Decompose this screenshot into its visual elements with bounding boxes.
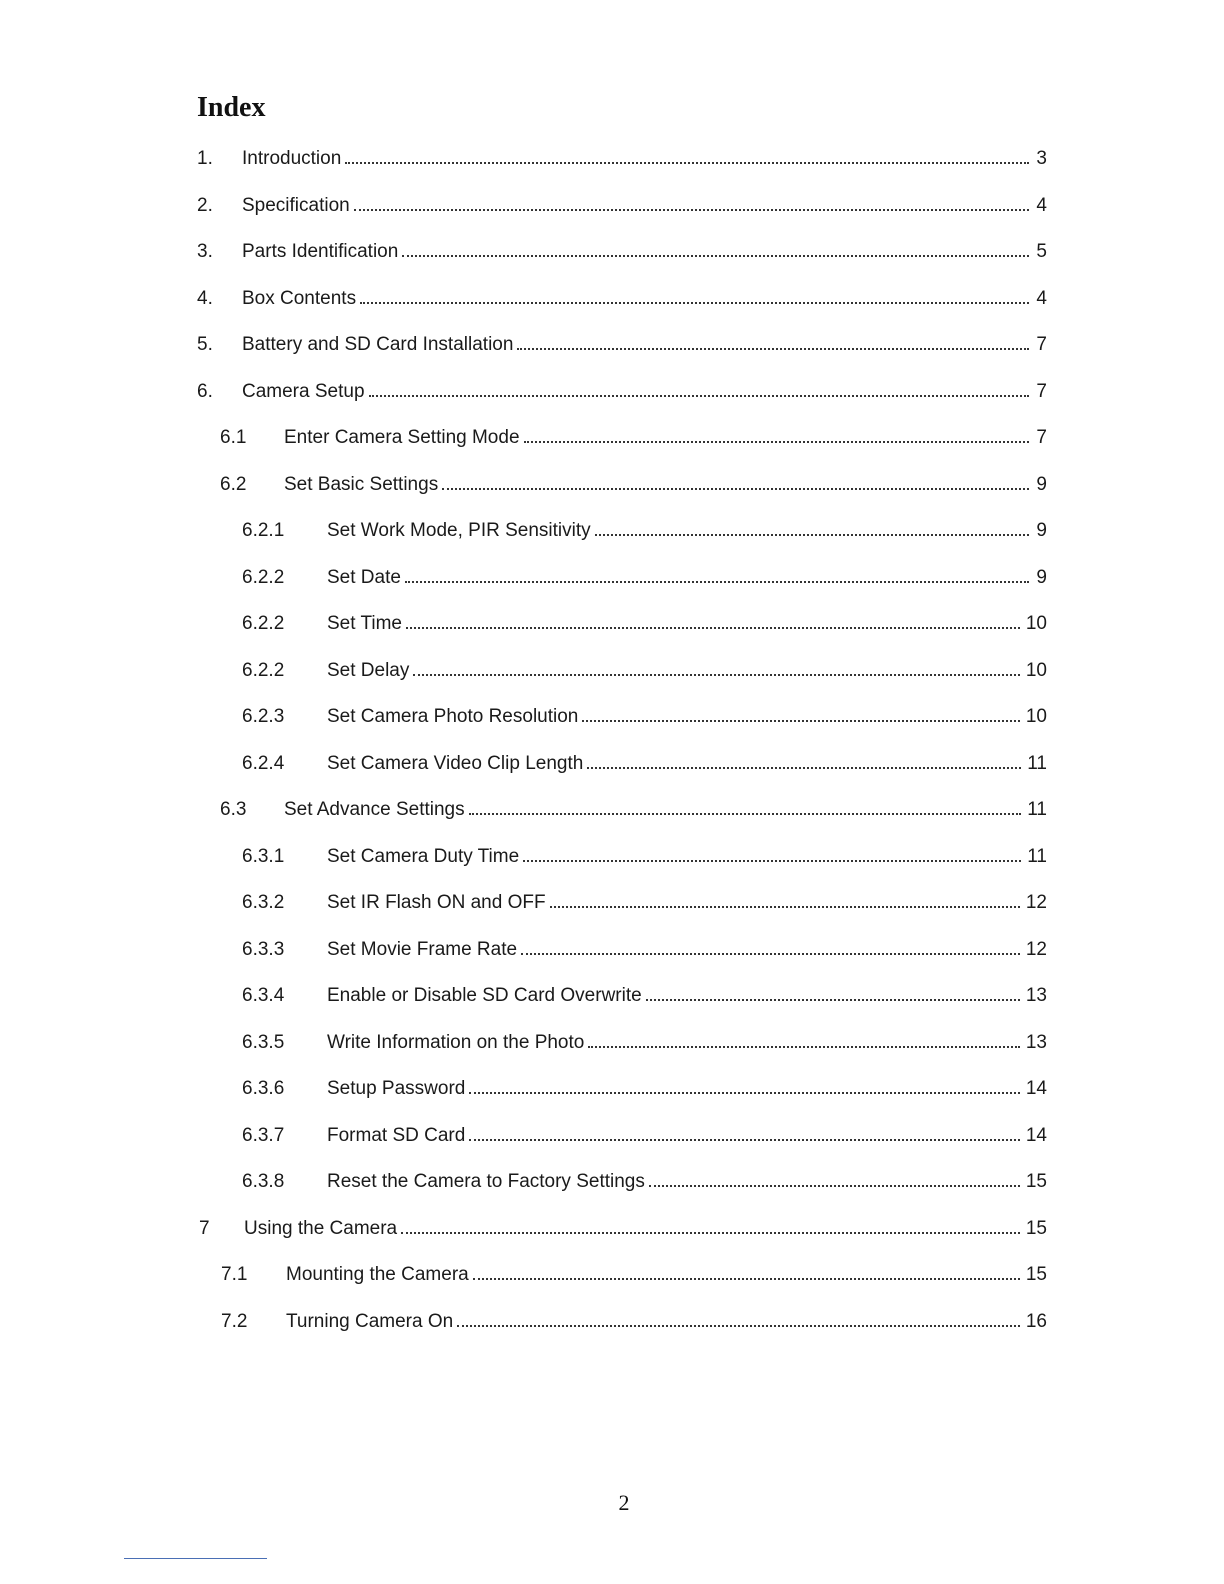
toc-entry[interactable] [0,741,1224,788]
toc-entry-title[interactable]: Setup Password [327,1078,466,1100]
toc-entry-title[interactable]: Battery and SD Card Installation [242,334,514,356]
toc-entry-title[interactable]: Enable or Disable SD Card Overwrite [327,985,642,1007]
table-of-contents [0,136,1224,1345]
toc-entry-title[interactable]: Set Camera Photo Resolution [327,706,579,728]
toc-entry-number: 6.3.1 [242,845,285,867]
dot-leader [413,674,1019,676]
toc-entry-page[interactable]: 9 [1036,520,1047,542]
toc-entry-number: 7 [199,1217,210,1239]
dot-leader [469,1092,1020,1094]
toc-entry-page[interactable]: 11 [1027,799,1047,821]
toc-entry-number: 6.3.2 [242,892,285,914]
toc-entry[interactable] [0,787,1224,834]
toc-entry[interactable] [0,694,1224,741]
toc-entry-page[interactable]: 16 [1025,1310,1047,1332]
toc-entry-page[interactable]: 15 [1025,1171,1047,1193]
toc-entry-page[interactable]: 13 [1025,1031,1047,1053]
toc-entry-number: 6.3.7 [242,1124,285,1146]
toc-entry-number: 6.2.4 [242,752,285,774]
dot-leader [345,162,1029,164]
dot-leader [595,534,1029,536]
dot-leader [523,860,1021,862]
toc-entry-page[interactable]: 14 [1025,1124,1047,1146]
toc-entry-title[interactable]: Set Delay [327,659,410,681]
toc-entry-title[interactable]: Using the Camera [244,1217,398,1239]
toc-entry-number: 6.3 [220,799,247,821]
toc-entry[interactable] [0,1066,1224,1113]
toc-entry-page[interactable]: 11 [1027,752,1047,774]
toc-entry[interactable] [0,276,1224,323]
toc-entry-page[interactable]: 7 [1036,380,1047,402]
toc-entry[interactable] [0,1020,1224,1067]
dot-leader [646,999,1020,1001]
footnote-separator [124,1558,267,1559]
toc-entry-page[interactable]: 10 [1025,613,1047,635]
toc-entry-page[interactable]: 12 [1025,938,1047,960]
toc-entry-page[interactable]: 15 [1025,1264,1047,1286]
dot-leader [521,953,1020,955]
toc-entry-page[interactable]: 7 [1036,427,1047,449]
toc-entry[interactable] [0,415,1224,462]
toc-entry[interactable] [0,1113,1224,1160]
toc-entry-number: 6.1 [220,427,247,449]
toc-entry-page[interactable]: 5 [1036,241,1047,263]
dot-leader [473,1278,1020,1280]
dot-leader [401,1232,1020,1234]
dot-leader [588,1046,1020,1048]
toc-entry-title[interactable]: Format SD Card [327,1124,466,1146]
toc-entry[interactable] [0,322,1224,369]
toc-entry-page[interactable]: 15 [1025,1217,1047,1239]
toc-entry-number: 6.2 [220,473,247,495]
toc-entry-page[interactable]: 9 [1036,473,1047,495]
toc-entry[interactable] [0,1252,1224,1299]
toc-entry-title[interactable]: Set Camera Video Clip Length [327,752,584,774]
toc-entry-number: 2. [197,194,213,216]
toc-entry-number: 3. [197,241,213,263]
toc-entry[interactable] [0,136,1224,183]
toc-entry-number: 7.1 [221,1264,248,1286]
dot-leader [469,813,1022,815]
toc-entry-number: 6.3.6 [242,1078,285,1100]
toc-entry-number: 6.2.2 [242,659,285,681]
toc-entry[interactable] [0,1299,1224,1346]
toc-entry-page[interactable]: 12 [1025,892,1047,914]
toc-entry-title[interactable]: Set Movie Frame Rate [327,938,518,960]
toc-entry-page[interactable]: 10 [1025,706,1047,728]
toc-entry-number: 4. [197,287,213,309]
page-title: Index [197,92,266,123]
toc-entry-page[interactable]: 4 [1036,287,1047,309]
toc-entry[interactable] [0,601,1224,648]
toc-entry-number: 5. [197,334,213,356]
toc-entry-number: 6.2.3 [242,706,285,728]
page-number: 2 [618,1490,630,1515]
toc-entry-number: 6.3.4 [242,985,285,1007]
toc-entry[interactable] [0,1206,1224,1253]
dot-leader [360,302,1029,304]
toc-entry[interactable] [0,927,1224,974]
dot-leader [406,627,1020,629]
toc-entry[interactable] [0,229,1224,276]
toc-entry[interactable] [0,369,1224,416]
toc-entry-title[interactable]: Specification [242,194,350,216]
toc-entry[interactable] [0,1159,1224,1206]
toc-entry-title[interactable]: Set Camera Duty Time [327,845,520,867]
toc-entry-title[interactable]: Camera Setup [242,380,365,402]
toc-entry[interactable] [0,508,1224,555]
toc-entry-number: 6.3.3 [242,938,285,960]
dot-leader [517,348,1029,350]
toc-entry-title[interactable]: Set Work Mode, PIR Sensitivity [327,520,591,542]
toc-entry-number: 7.2 [221,1310,248,1332]
toc-entry-number: 1. [197,148,213,170]
dot-leader [442,488,1029,490]
toc-entry-title[interactable]: Parts Identification [242,241,399,263]
toc-entry-title[interactable]: Set Advance Settings [284,799,465,821]
toc-entry-title[interactable]: Set Date [327,566,401,588]
dot-leader [369,395,1029,397]
toc-entry-page[interactable]: 10 [1025,659,1047,681]
dot-leader [469,1139,1020,1141]
toc-entry-page[interactable]: 11 [1027,845,1047,867]
toc-entry-number: 6.2.2 [242,566,285,588]
toc-entry-title[interactable]: Set Time [327,613,402,635]
toc-entry-number: 6.2.1 [242,520,285,542]
dot-leader [582,720,1019,722]
toc-entry-title[interactable]: Turning Camera On [286,1310,454,1332]
toc-entry[interactable] [0,880,1224,927]
toc-entry-title[interactable]: Set IR Flash ON and OFF [327,892,546,914]
toc-entry-page[interactable]: 14 [1025,1078,1047,1100]
toc-entry-title[interactable]: Set Basic Settings [284,473,439,495]
toc-entry[interactable] [0,648,1224,695]
toc-entry-title[interactable]: Introduction [242,148,342,170]
toc-entry-title[interactable]: Write Information on the Photo [327,1031,585,1053]
dot-leader [587,767,1021,769]
toc-entry[interactable] [0,183,1224,230]
toc-entry-title[interactable]: Box Contents [242,287,357,309]
toc-entry-title[interactable]: Mounting the Camera [286,1264,469,1286]
dot-leader [457,1325,1020,1327]
toc-entry-page[interactable]: 4 [1036,194,1047,216]
toc-entry-title[interactable]: Enter Camera Setting Mode [284,427,520,449]
toc-entry-number: 6.2.2 [242,613,285,635]
toc-entry[interactable] [0,973,1224,1020]
dot-leader [550,906,1020,908]
dot-leader [402,255,1029,257]
toc-entry[interactable] [0,462,1224,509]
toc-entry-number: 6.3.8 [242,1171,285,1193]
toc-entry-page[interactable]: 7 [1036,334,1047,356]
dot-leader [354,209,1029,211]
dot-leader [524,441,1029,443]
dot-leader [649,1185,1020,1187]
dot-leader [405,581,1029,583]
toc-entry-page[interactable]: 3 [1036,148,1047,170]
toc-entry-number: 6.3.5 [242,1031,285,1053]
toc-entry-page[interactable]: 9 [1036,566,1047,588]
toc-entry[interactable] [0,555,1224,602]
toc-entry[interactable] [0,834,1224,881]
toc-entry-page[interactable]: 13 [1025,985,1047,1007]
toc-entry-number: 6. [197,380,213,402]
toc-entry-title[interactable]: Reset the Camera to Factory Settings [327,1171,645,1193]
